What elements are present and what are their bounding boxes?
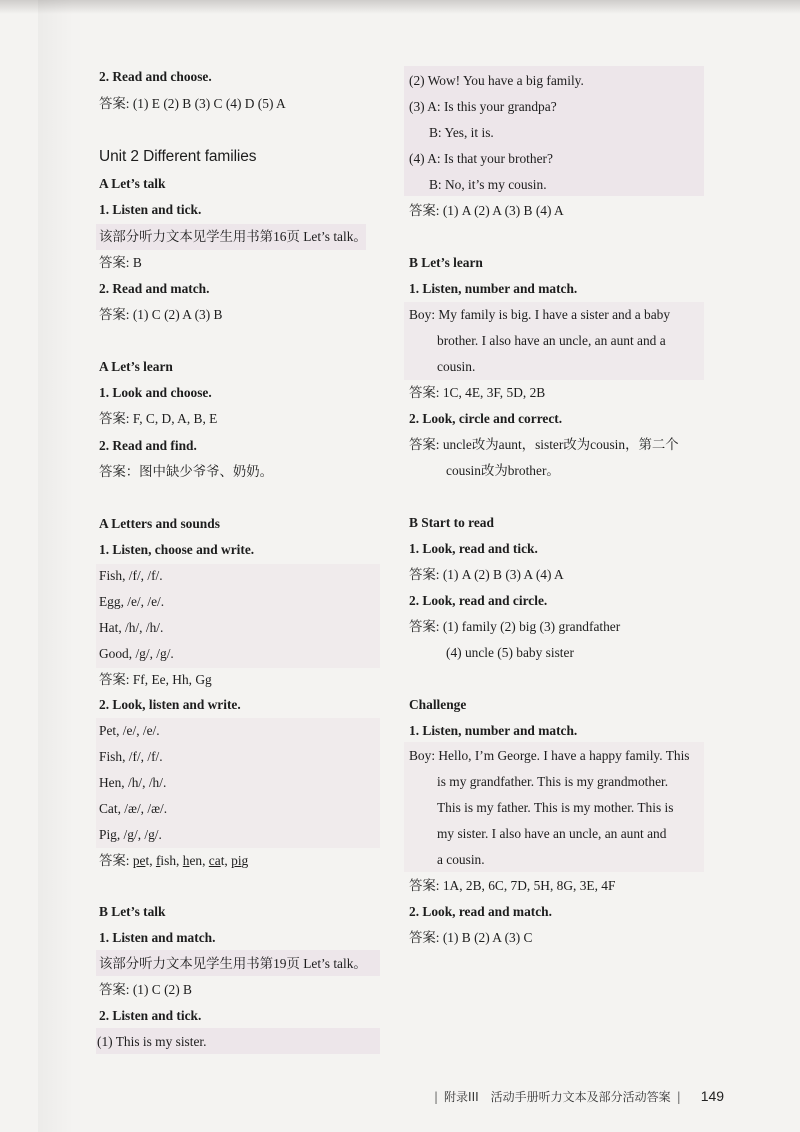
listening-text-line: a cousin. — [437, 852, 485, 867]
exercise-heading: 2. Look, read and circle. — [409, 593, 548, 608]
listening-text-line: B: Yes, it is. — [429, 125, 494, 140]
listening-text-line: Egg, /e/, /e/. — [99, 594, 165, 609]
answer-word: cat — [208, 853, 225, 868]
listening-text-line: This is my father. This is my mother. This is — [437, 800, 674, 815]
listening-text-line: Fish, /f/, /f/. — [99, 749, 163, 764]
exercise-heading: 2. Read and find. — [99, 438, 197, 453]
section-heading: B Let’s talk — [99, 904, 166, 919]
listening-text-line: Pet, /e/, /e/. — [99, 723, 160, 738]
answer-line: 答案: B — [99, 255, 142, 270]
answer-line — [99, 851, 248, 871]
listening-text-line: Pig, /g/, /g/. — [99, 827, 162, 842]
section-heading: Challenge — [409, 697, 467, 712]
section-heading: A Let’s learn — [99, 359, 173, 374]
listening-text-line: is my grandfather. This is my grandmother. — [437, 774, 669, 789]
exercise-heading: 1. Look and choose. — [99, 385, 212, 400]
exercise-heading: 2. Look, listen and write. — [99, 697, 241, 712]
answer-word: pet — [132, 853, 150, 868]
exercise-heading: 2. Read and choose. — [99, 69, 212, 84]
answer-line: 答案: (1) E (2) B (3) C (4) D (5) A — [99, 96, 286, 111]
section-heading: B Start to read — [409, 515, 494, 530]
listening-text-line: Good, /g/, /g/. — [99, 646, 174, 661]
answer-word-list: pet, fish, hen, cat, pig — [132, 853, 249, 868]
listening-text-line: Boy: My family is big. I have a sister and a baby — [409, 307, 671, 322]
unit-title: Unit 2 Different families — [99, 148, 257, 165]
listening-text-line: brother. I also have an uncle, an aunt and a — [437, 333, 666, 348]
listening-text-line: Fish, /f/, /f/. — [99, 568, 163, 583]
listening-text-line: (3) A: Is this your grandpa? — [409, 99, 557, 114]
section-heading: B Let’s learn — [409, 255, 483, 270]
answer-line: 答案: (1) C (2) A (3) B — [99, 307, 223, 322]
listening-text-note: 该部分听力文本见学生用书第16页 Let’s talk。 — [99, 229, 367, 244]
listening-text-line: B: No, it’s my cousin. — [429, 177, 547, 192]
page-footer — [428, 1088, 724, 1105]
answer-line: 答案：图中缺少爷爷、奶奶。 — [99, 464, 274, 479]
listening-text-line: Hen, /h/, /h/. — [99, 775, 167, 790]
footer-separator: | — [434, 1090, 439, 1104]
listening-text-line: (4) A: Is that your brother? — [409, 151, 553, 166]
listening-text-line: (1) This is my sister. — [97, 1034, 207, 1049]
footer-separator: | — [676, 1090, 681, 1104]
answer-line: (4) uncle (5) baby sister — [446, 645, 574, 660]
answer-line: 答案: F, C, D, A, B, E — [99, 411, 218, 426]
footer-appendix: 附录III — [444, 1090, 479, 1104]
exercise-heading: 1. Listen, choose and write. — [99, 542, 255, 557]
exercise-heading: 2. Look, read and match. — [409, 904, 552, 919]
listening-text-line: cousin. — [437, 359, 476, 374]
answer-word: hen — [182, 853, 203, 868]
listening-text-line: Cat, /æ/, /æ/. — [99, 801, 168, 816]
answer-line: 答案: Ff, Ee, Hh, Gg — [99, 672, 212, 687]
exercise-heading: 1. Listen, number and match. — [409, 281, 578, 296]
answer-line: 答案: (1) family (2) big (3) grandfather — [409, 619, 621, 634]
page-fold-shadow — [38, 0, 74, 1132]
exercise-heading: 1. Listen and tick. — [99, 202, 202, 217]
exercise-heading: 1. Look, read and tick. — [409, 541, 538, 556]
answer-line: 答案: (1) A (2) A (3) B (4) A — [409, 203, 564, 218]
answer-line: 答案: (1) B (2) A (3) C — [409, 930, 533, 945]
listening-text-line: Boy: Hello, I’m George. I have a happy family. This — [409, 748, 690, 763]
answer-word: fish — [155, 853, 177, 868]
answer-word: pig — [231, 853, 249, 868]
page-number: 149 — [700, 1088, 725, 1104]
section-heading: A Letters and sounds — [99, 516, 220, 531]
listening-text-line: my sister. I also have an uncle, an aunt and — [437, 826, 667, 841]
exercise-heading: 1. Listen, number and match. — [409, 723, 578, 738]
answer-line: cousin改为brother。 — [446, 463, 560, 478]
answer-line: 答案: (1) A (2) B (3) A (4) A — [409, 567, 564, 582]
exercise-heading: 1. Listen and match. — [99, 930, 216, 945]
exercise-heading: 2. Read and match. — [99, 281, 210, 296]
section-heading: A Let’s talk — [99, 176, 166, 191]
exercise-heading: 2. Listen and tick. — [99, 1008, 202, 1023]
footer-caption: 活动手册听力文本及部分活动答案 — [490, 1090, 671, 1104]
answer-line: 答案: 1A, 2B, 6C, 7D, 5H, 8G, 3E, 4F — [409, 878, 616, 893]
listening-text-line: (2) Wow! You have a big family. — [409, 73, 584, 88]
answer-line: 答案: (1) C (2) B — [99, 982, 192, 997]
exercise-heading: 2. Look, circle and correct. — [409, 411, 563, 426]
page-top-edge — [0, 0, 800, 14]
answer-prefix: 答案: — [99, 853, 133, 868]
answer-line: 答案: 1C, 4E, 3F, 5D, 2B — [409, 385, 546, 400]
answer-line: 答案: uncle改为aunt，sister改为cousin，第二个 — [409, 437, 679, 452]
listening-text-note: 该部分听力文本见学生用书第19页 Let’s talk。 — [99, 956, 367, 971]
listening-text-line: Hat, /h/, /h/. — [99, 620, 164, 635]
